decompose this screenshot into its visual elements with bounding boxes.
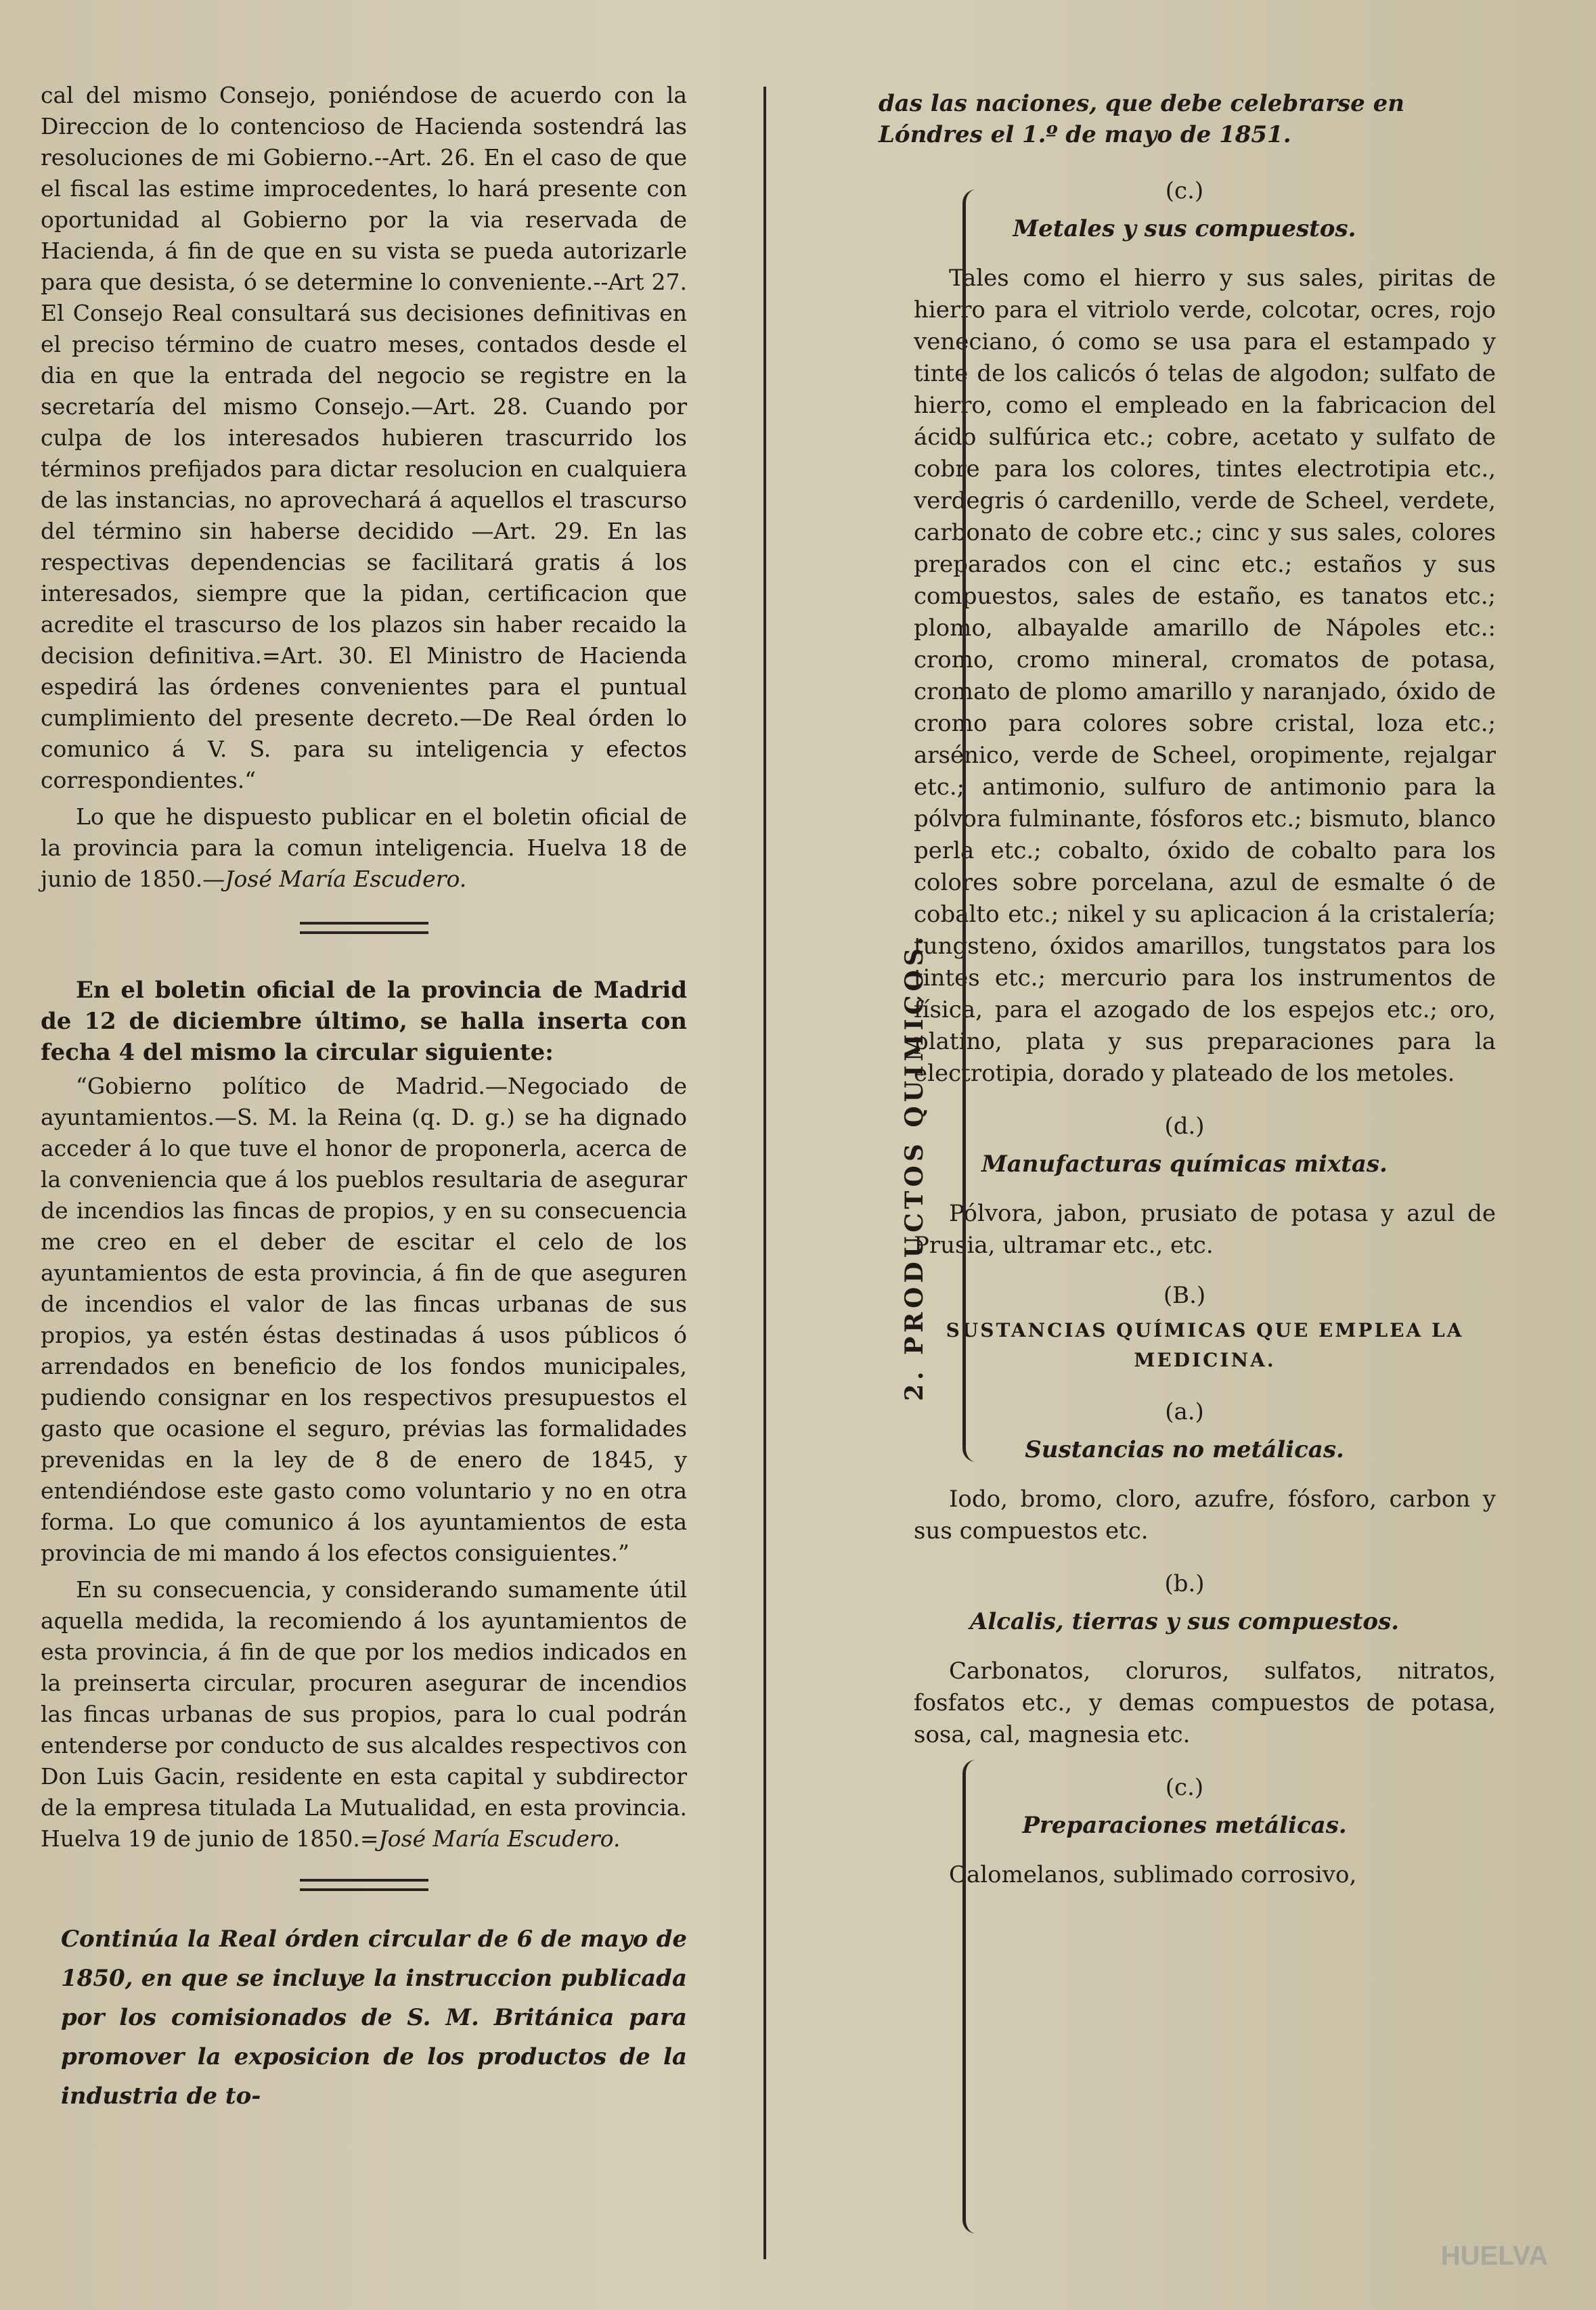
section-divider-1 <box>300 922 428 934</box>
subsection-d-letter: (d.) <box>1164 1113 1205 1140</box>
subsection-b-title: Alcalis, tierras y sus compuestos. <box>969 1608 1400 1635</box>
circular-text: “Gobierno político de Madrid.—Negociado de ayuntamientos.—S. M. la Reina (q. D. g.) se ha dignado acceder á lo que tuve el honor de proponerla, acerca de la conveniencia que á los pueblos resultaria de asegurar de incendios las fincas de propios, y en su consecuencia me creo en el deber de escitar el celo de los ayuntamientos de esta provincia, á fin de que aseguren de incendios el valor de las fincas urbanas de sus propios, ya estén éstas destinadas á usos públicos ó arrendados en beneficio de los fondos municipales, pudiendo consignar en los respectivos presupuestos el gasto que ocasione el seguro, prévias las formalidades prevenidas en la ley de 8 de enero de 1845, y entendiéndose este gasto como voluntario y no en otra forma. Lo que comunico á los ayuntamientos de esta provincia de mi mando á los efectos consiguientes.” <box>41 1073 687 1566</box>
subsection-a-title: Sustancias no metálicas. <box>1025 1436 1344 1463</box>
subsection-b-text: Carbonatos, cloruros, sulfatos, nitratos, fosfatos etc., y demas compuestos de potasa, sosa, cal, magnesia etc. <box>914 1658 1496 1748</box>
signature-2: José María Escudero. <box>378 1825 621 1852</box>
right-top-text: das las naciones, que debe celebrarse en Lóndres el 1.º de mayo de 1851. <box>879 90 1405 148</box>
circular-intro: En el boletin oficial de la provincia de Madrid de 12 de diciembre último, se halla inserta con fecha 4 del mismo la circular siguiente: <box>41 977 687 1066</box>
subsection-b-letter: (b.) <box>1164 1570 1205 1597</box>
subsection-c-letter: (c.) <box>1165 177 1204 204</box>
bracket-lower <box>962 1760 979 2234</box>
left-column <box>41 0 687 2116</box>
subsection-c2-text: Calomelanos, sublimado corrosivo, <box>949 1861 1357 1888</box>
section-divider-2 <box>300 1879 428 1891</box>
subsection-c2-title: Preparaciones metálicas. <box>1022 1812 1347 1839</box>
subsection-c-title: Metales y sus compuestos. <box>1013 215 1356 242</box>
recommendation-text: En su consecuencia, y considerando sumamente útil aquella medida, la recomiendo á los ayuntamientos de esta provincia, á fin de que por los medios indicados en la preinserta circular, procuren asegurar de incendios las fincas urbanas de sus propios, para lo cual podrán entenderse por conducto de sus alcaldes respectivos con Don Luis Gacin, residente en esta capital y subdirector de la empresa titulada La Mutualidad, en esta provincia. Huelva 19 de junio de 1850.= <box>41 1576 687 1852</box>
archive-watermark: HUELVA <box>1440 2240 1549 2271</box>
bracket-upper <box>962 190 979 1462</box>
publish-note-text: Lo que he dispuesto publicar en el boletin oficial de la provincia para la comun inteligencia. Huelva 18 de junio de 1850.— <box>41 803 687 892</box>
column-rule <box>763 87 766 2259</box>
decree-continuation: cal del mismo Consejo, poniéndose de acuerdo con la Direccion de lo contencioso de Hacienda sostendrá las resoluciones de mi Gobierno.--Art. 26. En el caso de que el fiscal las estime improcedentes, lo hará presente con oportunidad al Gobierno por la via reservada de Hacienda, á fin de que en su vista se pueda autorizarle para que desista, ó se determine lo conveniente.--Art 27. El Consejo Real consultará sus decisiones definitivas en el preciso término de cuatro meses, contados desde el dia en que la entrada del negocio se registre en la secretaría del mismo Consejo.—Art. 28. Cuando por culpa de los interesados hubieren trascurrido los términos prefijados para dictar resolucion en cualquiera de las instancias, no aprovechará á aquellos el trascurso del término sin haberse decidido —Art. 29. En las respectivas dependencias se facilitará gratis á los interesados, siempre que la pidan, certificacion que acredite el trascurso de los plazos sin haber recaido la decision definitiva.=Art. 30. El Ministro de Hacienda espedirá las órdenes convenientes para el puntual cumplimiento del presente decreto.—De Real órden lo comunico á V. S. para su inteligencia y efectos correspondientes.“ <box>41 82 687 793</box>
continuation-heading: Continúa la Real órden circular de 6 de mayo de 1850, en que se incluye la instruccion publicada por los comisionados de S. M. Británica para promover la exposicion de los productos de la industria de to- <box>61 1926 687 2110</box>
publish-note <box>41 801 687 895</box>
subsection-c-text: Tales como el hierro y sus sales, piritas de hierro para el vitriolo verde, colcotar, ocres, rojo veneciano, ó como se usa para el estampado y tinte de los calicós ó telas de algodon; sulfato de hierro, como el empleado en la fabricacion del ácido sulfúrica etc.; cobre, acetato y sulfato de cobre para los colores, tintes electrotipia etc., verdegris ó cardenillo, verde de Scheel, verdete, carbonato de cobre etc.; cinc y sus sales, colores preparados con el cinc etc.; estaños y sus compuestos, sales de estaño, es tanatos etc.; plomo, albayalde amarillo de Nápoles etc.: cromo, cromo mineral, cromatos de potasa, cromato de plomo amarillo y naranjado, óxido de cromo para colores sobre cristal, loza etc.; arsénico, verde de Scheel, oropimente, rejalgar etc.; antimonio, sulfuro de antimonio para la pólvora fulminante, fósforos etc.; bismuto, blanco perla etc.; cobalto, óxido de cobalto para los colores sobre porcelana, azul de esmalte ó de cobalto etc.; nikel y su aplicacion á la cristalería; tungsteno, óxidos amarillos, tungstatos para los tintes etc.; mercurio para los instrumentos de física, para el azogado de los espejos etc.; oro, platino, plata y sus preparaciones para la electrotipia, dorado y plateado de los metoles. <box>914 265 1496 1087</box>
subsection-d-title: Manufacturas químicas mixtas. <box>981 1151 1388 1178</box>
subsection-a-letter: (a.) <box>1165 1398 1204 1425</box>
section-b-letter: (B.) <box>1163 1282 1206 1309</box>
signature-1: José María Escudero. <box>225 866 467 892</box>
subsection-d-text: Pólvora, jabon, prusiato de potasa y azul de Prusia, ultramar etc., etc. <box>914 1200 1496 1259</box>
side-heading: 2. PRODUCTOS QUIMICOS. <box>900 933 929 1401</box>
subsection-c2-letter: (c.) <box>1165 1774 1204 1801</box>
section-b-title: SUSTANCIAS QUÍMICAS QUE EMPLEA LA MEDICINA. <box>946 1319 1464 1371</box>
subsection-a-text: Iodo, bromo, cloro, azufre, fósforo, carbon y sus compuestos etc. <box>914 1486 1496 1545</box>
recommendation <box>41 1574 687 1854</box>
